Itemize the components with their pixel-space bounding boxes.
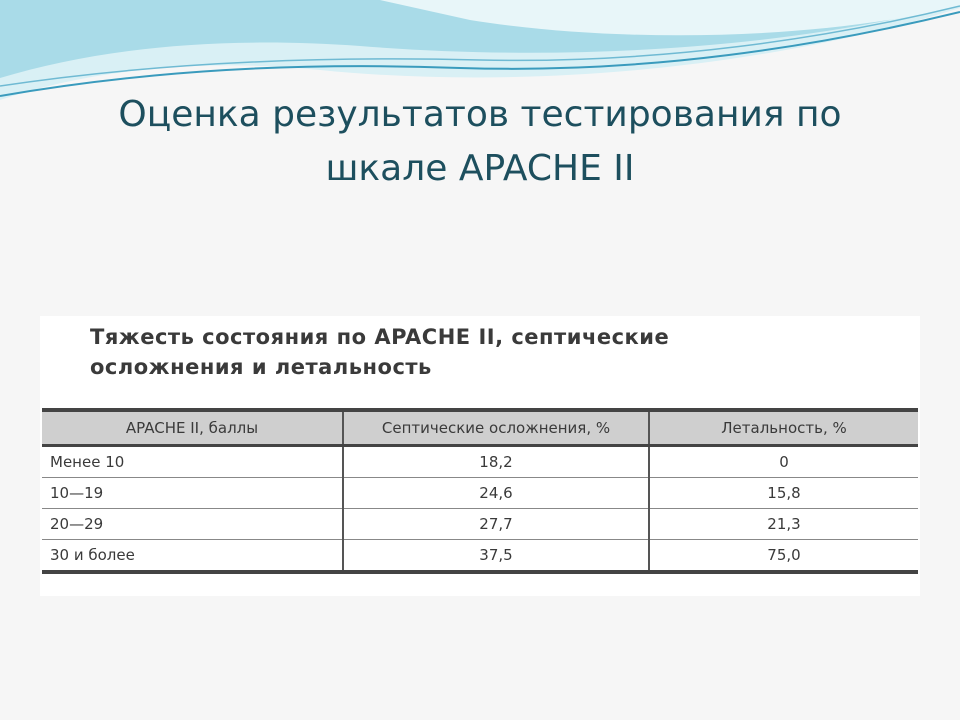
cell-septic-value: 37,5 — [343, 540, 649, 573]
cell-apache-range: 20—29 — [42, 509, 343, 540]
cell-mortality-value: 21,3 — [649, 509, 918, 540]
table-heading-line-2: осложнения и летальность — [90, 355, 432, 379]
table-row — [42, 509, 918, 540]
slide-title-line-2: шкале APACHE II — [325, 148, 635, 189]
cell-septic-value: 24,6 — [343, 478, 649, 509]
cell-mortality-value: 15,8 — [649, 478, 918, 509]
table-heading-line-1: Тяжесть состояния по APACHE II, септические — [90, 325, 670, 349]
cell-apache-range: 10—19 — [42, 478, 343, 509]
slide-title-line-1: Оценка результатов тестирования по — [118, 94, 842, 135]
cell-septic-value: 18,2 — [343, 446, 649, 478]
column-header-apache: APACHE II, баллы — [42, 410, 343, 446]
column-header-septic: Септические осложнения, % — [343, 410, 649, 446]
cell-apache-range: 30 и более — [42, 540, 343, 573]
table-row — [42, 446, 918, 478]
cell-apache-range: Менее 10 — [42, 446, 343, 478]
cell-mortality-value: 75,0 — [649, 540, 918, 573]
apache-table — [42, 408, 918, 574]
table-heading — [90, 322, 790, 382]
table-image-panel — [40, 316, 920, 596]
table-header-row — [42, 410, 918, 446]
cell-mortality-value: 0 — [649, 446, 918, 478]
slide-title — [60, 88, 900, 196]
column-header-mortality: Летальность, % — [649, 410, 918, 446]
table-row — [42, 478, 918, 509]
cell-septic-value: 27,7 — [343, 509, 649, 540]
table-row — [42, 540, 918, 573]
